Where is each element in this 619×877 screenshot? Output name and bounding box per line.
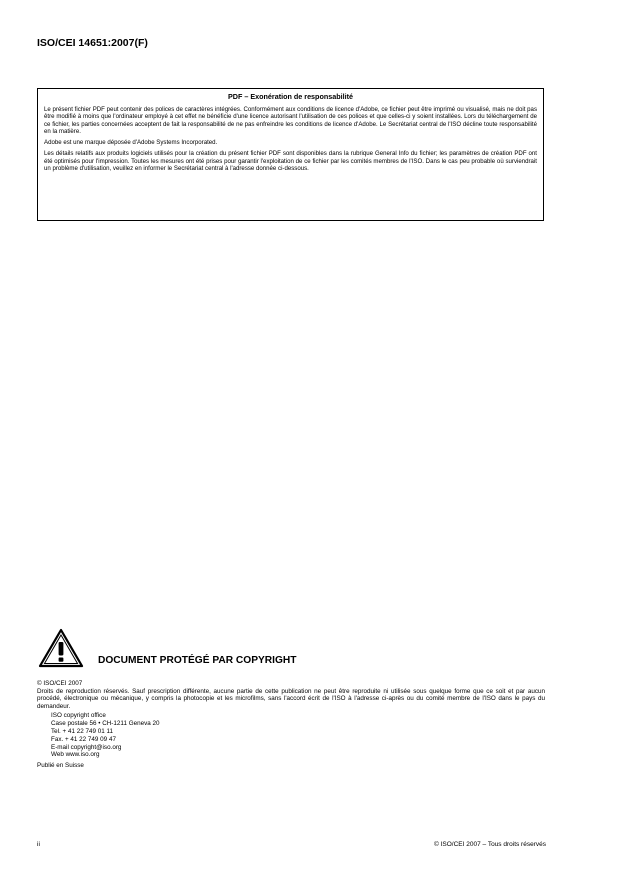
address-line: Web www.iso.org bbox=[51, 751, 100, 759]
pdf-disclaimer-box bbox=[37, 88, 544, 221]
iso-address bbox=[37, 712, 545, 759]
address-line: Tel. + 41 22 749 01 11 bbox=[51, 727, 114, 735]
document-id: ISO/CEI 14651:2007(F) bbox=[37, 37, 148, 49]
address-line: ISO copyright office bbox=[51, 712, 106, 720]
copyright-title: DOCUMENT PROTÉGÉ PAR COPYRIGHT bbox=[98, 655, 297, 666]
footer-rights: © ISO/CEI 2007 – Tous droits réservés bbox=[434, 841, 546, 848]
disclaimer-paragraph: Le présent fichier PDF peut contenir des polices de caractères intégrées. Conformément aux conditions de licence d'Adobe, ce fichier peut être imprimé ou visualisé, mais ne doit pas être modifié à moins que l'ordinateur employé à cet effet ne bénéficie d'une licence autorisant l'utilisation de ces polices et que celles-ci y soient installées. Lors du téléchargement de ce fichier, les parties concernées acceptent de fait la responsabilité de ne pas enfreindre les conditions de licence d'Adobe. Le Secrétariat central de l'ISO décline toute responsabilité en la matière. bbox=[44, 106, 537, 135]
address-line: Case postale 56 • CH-1211 Geneva 20 bbox=[51, 720, 160, 728]
copyright-section bbox=[37, 680, 545, 770]
published-in: Publié en Suisse bbox=[37, 762, 84, 770]
copyright-notice: © ISO/CEI 2007 bbox=[37, 680, 83, 687]
warning-triangle-icon bbox=[38, 628, 84, 668]
address-line: E-mail copyright@iso.org bbox=[51, 743, 122, 751]
disclaimer-paragraph: Adobe est une marque déposée d'Adobe Systems Incorporated. bbox=[44, 139, 218, 147]
disclaimer-title: PDF – Exonération de responsabilité bbox=[227, 92, 353, 101]
page-number: ii bbox=[37, 841, 40, 848]
address-line: Fax. + 41 22 749 09 47 bbox=[51, 735, 116, 743]
disclaimer-paragraph: Les détails relatifs aux produits logiciels utilisés pour la création du présent fichier PDF sont disponibles dans la rubrique General Info du fichier; les paramètres de création PDF ont été optimisés pour l'impression. Toutes les mesures ont été prises pour garantir l'exploitation de ce fichier par les comités membres de l'ISO. Dans le cas peu probable où surviendrait un problème d'utilisation, veuillez en informer le Secrétariat central à l'adresse donnée ci-dessous. bbox=[44, 150, 537, 173]
copyright-body: Droits de reproduction réservés. Sauf prescription différente, aucune partie de cette publication ne peut être reproduite ni utilisée sous quelque forme que ce soit et par aucun procédé, électronique ou mécanique, y compris la photocopie et les microfilms, sans l'accord écrit de l'ISO à l'adresse ci-après ou du comité membre de l'ISO dans le pays du demandeur. bbox=[37, 687, 545, 710]
